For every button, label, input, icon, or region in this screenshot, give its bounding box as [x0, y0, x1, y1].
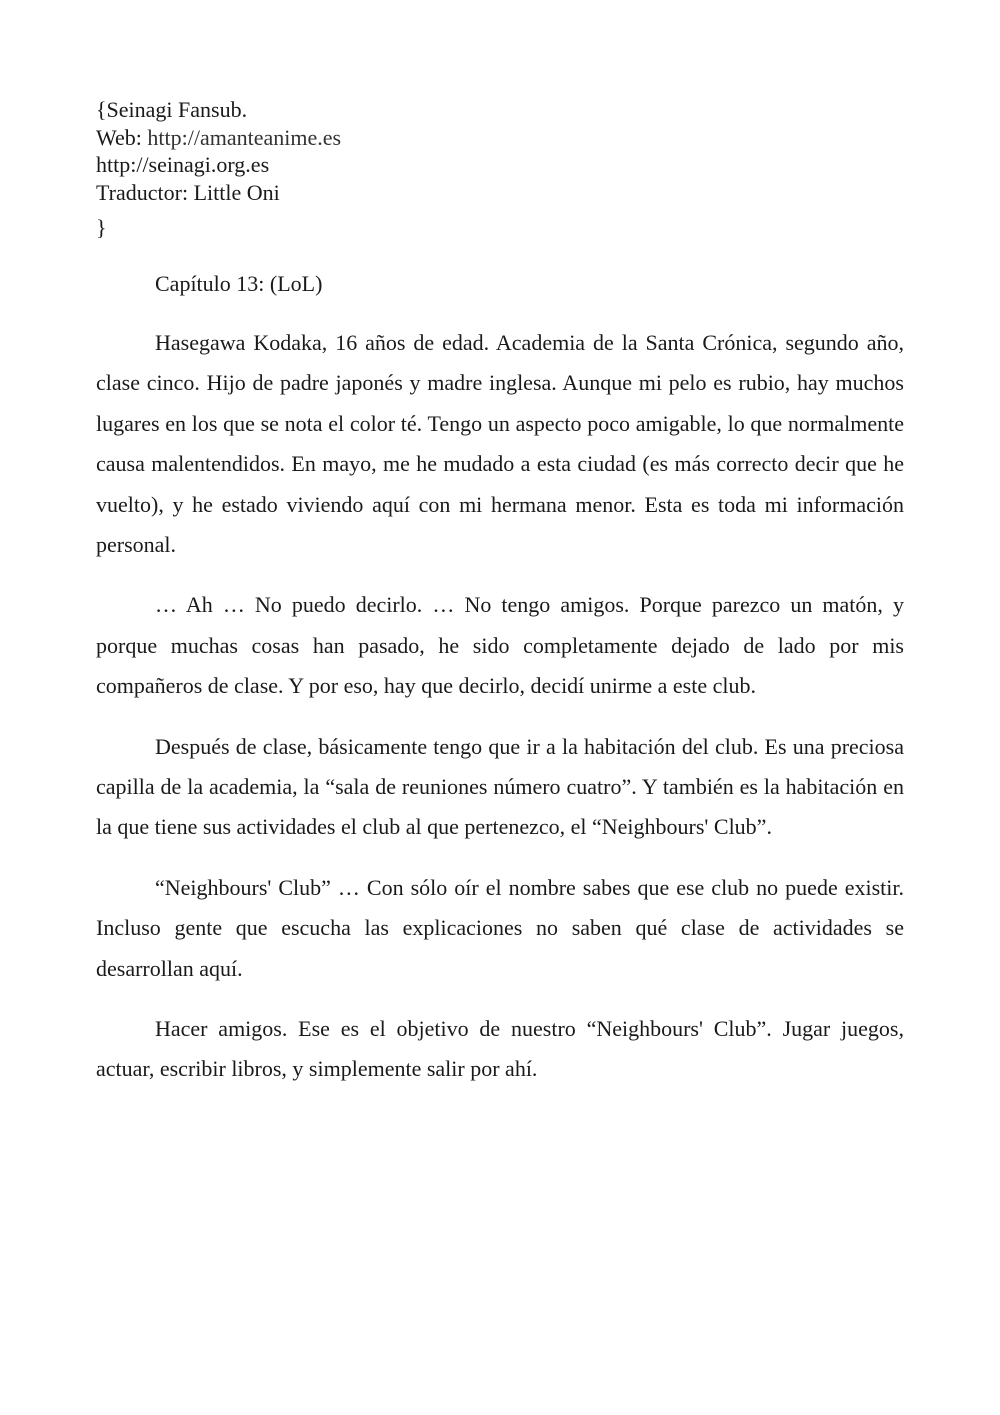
web-line	[96, 124, 904, 152]
chapter-title: Capítulo 13: (LoL)	[155, 270, 323, 296]
paragraph: Hacer amigos. Ese es el objetivo de nuestro “Neighbours' Club”. Jugar juegos, actuar, escribir libros, y simplemente salir por ahí.	[96, 1016, 904, 1082]
secondary-url: http://seinagi.org.es	[96, 152, 270, 177]
paragraph: Hasegawa Kodaka, 16 años de edad. Academia de la Santa Crónica, segundo año, clase cinco. Hijo de padre japonés y madre inglesa. Aunque mi pelo es rubio, hay muchos lugares en los que se nota el color té. Tengo un aspecto poco amigable, lo que normalmente causa malentendidos. En mayo, me he mudado a esta ciudad (es más correcto decir que he vuelto), y he estado viviendo aquí con mi hermana menor. Esta es toda mi información personal.	[96, 329, 904, 557]
translator-credit: Traductor: Little Oni	[96, 179, 280, 205]
fansub-name: {Seinagi Fansub.	[96, 97, 248, 122]
paragraph: “Neighbours' Club” … Con sólo oír el nombre sabes que ese club no puede existir. Incluso gente que escucha las explicaciones no saben qué clase de actividades se desarrollan aquí.	[96, 874, 904, 981]
web-label: Web:	[96, 124, 148, 150]
web-url: http://amanteanime.es	[147, 124, 342, 150]
paragraph: Después de clase, básicamente tengo que ir a la habitación del club. Es una preciosa capilla de la academia, la “sala de reuniones número cuatro”. Y también es la habitación en la que tiene sus actividades el club al que pertenezco, el “Neighbours' Club”.	[96, 733, 904, 840]
paragraph: … Ah … No puedo decirlo. … No tengo amigos. Porque parezco un matón, y porque muchas cosas han pasado, he sido completamente dejado de lado por mis compañeros de clase. Y por eso, hay que decirlo, decidí unirme a este club.	[96, 592, 904, 699]
document-page	[96, 96, 904, 1090]
closing-brace: }	[96, 215, 107, 240]
